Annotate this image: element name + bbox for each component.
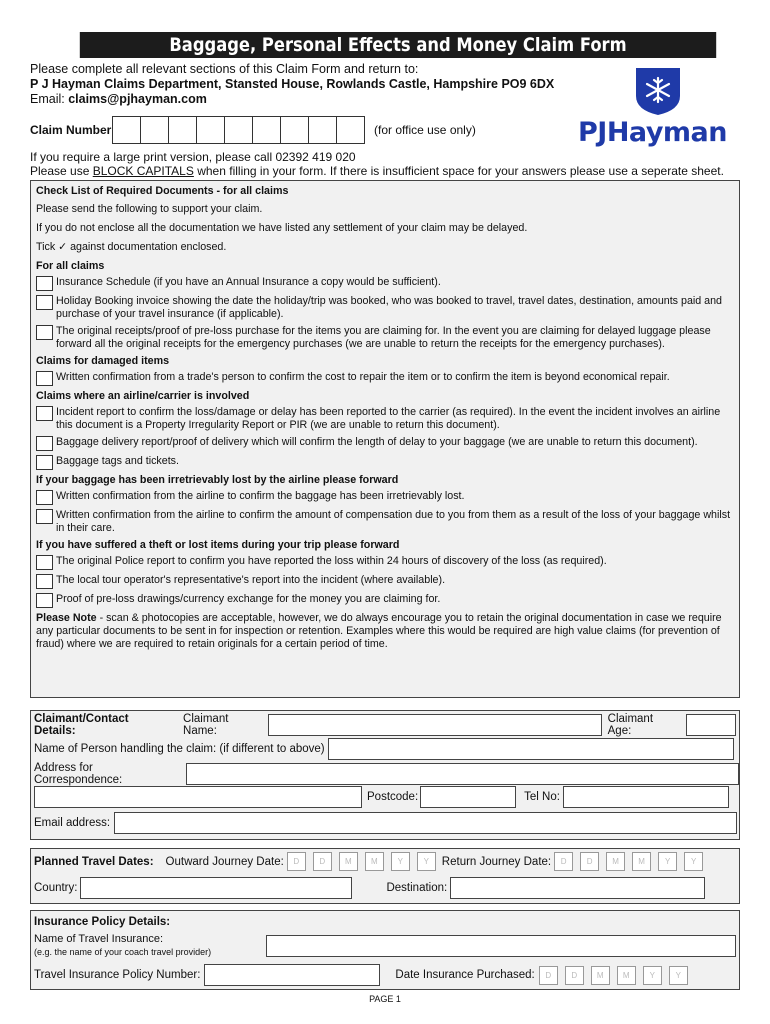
claimant-name-label: Claimant Name: [183,713,229,737]
checkbox[interactable] [36,276,53,291]
handler-label: Name of Person handling the claim: (if different to above) [34,743,325,755]
large-print-note: If you require a large print version, please call 02392 419 020 [30,150,356,164]
checkbox[interactable] [36,555,53,570]
destination-label: Destination: [386,882,448,894]
address-input-1[interactable] [186,763,739,785]
date-box-y[interactable]: Y [417,852,436,871]
purchase-date-boxes[interactable] [539,966,688,985]
date-box-y[interactable]: Y [643,966,662,985]
email-label: Email: [30,92,69,106]
return-date-boxes[interactable] [554,852,703,871]
checklist-item-text: Written confirmation from the airline to confirm the amount of compensation due to you from them as a result of the loss of your baggage whilst in their care. [56,509,731,534]
checklist-line: Please send the following to support your claim. [36,203,263,215]
date-box-y[interactable]: Y [658,852,677,871]
email-label-field: Email address: [34,817,111,829]
checkbox[interactable] [36,406,53,421]
claimant-name-input[interactable] [268,714,601,736]
checklist-item-text: The local tour operator's representative's report into the incident (where available). [56,574,446,586]
address-input-2[interactable] [34,786,362,808]
checklist-item-text: Written confirmation from a trade's person to confirm the cost to repair the item or to confirm the item is beyond economical repair. [56,371,670,383]
please-note-text: - scan & photocopies are acceptable, however, we do always encourage you to retain the original documentation in case we require any particular documents to be sent in for inspection or retention. Examples where this would be required are high value claims (for prevention of fraud) where we are required to retain originals for a certain period of time. [36,612,722,650]
please-note [36,612,734,651]
handler-input[interactable] [328,738,734,760]
claims-email: claims@pjhayman.com [68,92,207,106]
form-title: Baggage, Personal Effects and Money Claim Form [80,32,716,58]
insurer-name-label: Name of Travel Insurance: [34,933,164,945]
checklist-line: Tick ✓ against documentation enclosed. [36,241,227,253]
checklist-item [36,325,734,351]
return-label: Return Journey Date: [441,855,552,868]
country-input[interactable] [80,877,352,899]
destination-input[interactable] [450,877,705,899]
checklist-item [36,574,734,589]
checkbox[interactable] [36,574,53,589]
date-box-d[interactable]: D [539,966,558,985]
checkbox[interactable] [36,455,53,470]
checkbox[interactable] [36,509,53,524]
checklist-item-text: Incident report to confirm the loss/damage or delay has been reported to the carrier (as required). In the event the incident involves an airline this document is a Property Irregularity Report or PIR (we are unable to return this document). [56,406,721,431]
date-box-y[interactable]: Y [669,966,688,985]
postcode-label: Postcode: [367,791,419,803]
claimant-age-label: Claimant Age: [607,713,654,737]
checklist-item-text: Written confirmation from the airline to confirm the baggage has been irretrievably lost. [56,490,465,502]
block-caps-underlined: BLOCK CAPITALS [92,164,194,178]
claimant-heading: Claimant/Contact Details: [34,713,129,737]
checklist-item [36,436,734,451]
page-number: PAGE 1 [369,994,401,1004]
email-input[interactable] [114,812,737,834]
date-box-m[interactable]: M [632,852,651,871]
claim-number-label: Claim Number [30,123,112,137]
date-box-m[interactable]: M [365,852,384,871]
checklist-item-text: Holiday Booking invoice showing the date the holiday/trip was booked, who was booked to travel, travel dates, destination, amounts paid and purchase of your travel insurance (if applicable). [56,295,723,320]
section-airline: Claims where an airline/carrier is involved [36,390,250,402]
date-box-d[interactable]: D [554,852,573,871]
checklist-item [36,490,734,505]
tel-input[interactable] [563,786,729,808]
checklist-heading: Check List of Required Documents - for all claims [36,185,289,197]
checkbox[interactable] [36,436,53,451]
checklist-item-text: Insurance Schedule (if you have an Annual Insurance a copy would be sufficient). [56,276,441,288]
checklist-item [36,295,734,321]
please-note-label: Please Note [36,612,97,624]
checklist-item [36,276,734,291]
intro [30,62,554,107]
travel-section [30,848,740,904]
checklist-item [36,406,734,432]
checklist-item [36,509,734,535]
date-box-m[interactable]: M [591,966,610,985]
date-box-d[interactable]: D [287,852,306,871]
checklist-item-text: Proof of pre-loss drawings/currency exchange for the money you are claiming for. [56,593,441,605]
purchase-date-label: Date Insurance Purchased: [395,969,535,981]
pjhayman-logo: PJHayman [578,117,727,148]
travel-heading: Planned Travel Dates: [34,855,154,868]
date-box-m[interactable]: M [606,852,625,871]
checklist-item [36,371,734,386]
date-box-d[interactable]: D [580,852,599,871]
claimant-age-input[interactable] [686,714,736,736]
claimant-section [30,710,740,840]
checkbox[interactable] [36,371,53,386]
claim-number-boxes[interactable] [112,116,364,144]
insurer-name-hint: (e.g. the name of your coach travel provider) [34,947,212,957]
policy-number-input[interactable] [204,964,380,986]
intro-line: Please complete all relevant sections of this Claim Form and return to: [30,62,419,76]
pjhayman-logo-icon [634,66,682,116]
policy-heading: Insurance Policy Details: [34,916,171,928]
checkbox[interactable] [36,295,53,310]
claims-address: P J Hayman Claims Department, Stansted House, Rowlands Castle, Hampshire PO9 6DX [30,77,555,91]
date-box-m[interactable]: M [617,966,636,985]
section-all-claims: For all claims [36,260,105,272]
block-caps-before: Please use [30,164,93,178]
address-label: Address for Correspondence: [34,762,123,786]
checkbox[interactable] [36,593,53,608]
block-caps-after: when filling in your form. If there is insufficient space for your answers please use a seperate sheet. [193,164,724,178]
checklist-item [36,593,734,608]
outward-label: Outward Journey Date: [165,855,284,868]
section-damaged: Claims for damaged items [36,355,170,367]
date-box-y[interactable]: Y [684,852,703,871]
section-lost: If your baggage has been irretrievably lost by the airline please forward [36,474,399,486]
tel-label: Tel No: [524,791,560,803]
date-box-d[interactable]: D [565,966,584,985]
date-box-m[interactable]: M [339,852,358,871]
insurer-name-input[interactable] [266,935,736,957]
policy-section [30,910,740,990]
country-label: Country: [34,882,78,894]
checklist-item [36,555,734,570]
instructions [30,150,760,178]
date-box-d[interactable]: D [313,852,332,871]
checkbox[interactable] [36,325,53,340]
office-use-note: (for office use only) [374,123,476,137]
checklist-item [36,455,734,470]
policy-number-label: Travel Insurance Policy Number: [34,969,201,981]
checklist-item-text: The original Police report to confirm you have reported the loss within 24 hours of discovery of the loss (as required). [56,555,607,567]
outward-date-boxes[interactable] [287,852,436,871]
claim-number-row [30,115,476,145]
date-box-y[interactable]: Y [391,852,410,871]
checklist-item-text: The original receipts/proof of pre-loss purchase for the items you are claiming for. In the event you are claiming for delayed luggage please forward all the original receipts for the emergency purchases (we are unable to return the receipts for the emergency purchases). [56,325,711,350]
document-checklist [30,180,740,698]
postcode-input[interactable] [420,786,516,808]
checklist-item-text: Baggage delivery report/proof of delivery which will confirm the length of delay to your baggage (we are unable to return this document). [56,436,698,448]
section-theft: If you have suffered a theft or lost items during your trip please forward [36,539,400,551]
checklist-item-text: Baggage tags and tickets. [56,455,179,467]
checkbox[interactable] [36,490,53,505]
checklist-line: If you do not enclose all the documentation we have listed any settlement of your claim may be delayed. [36,222,528,234]
